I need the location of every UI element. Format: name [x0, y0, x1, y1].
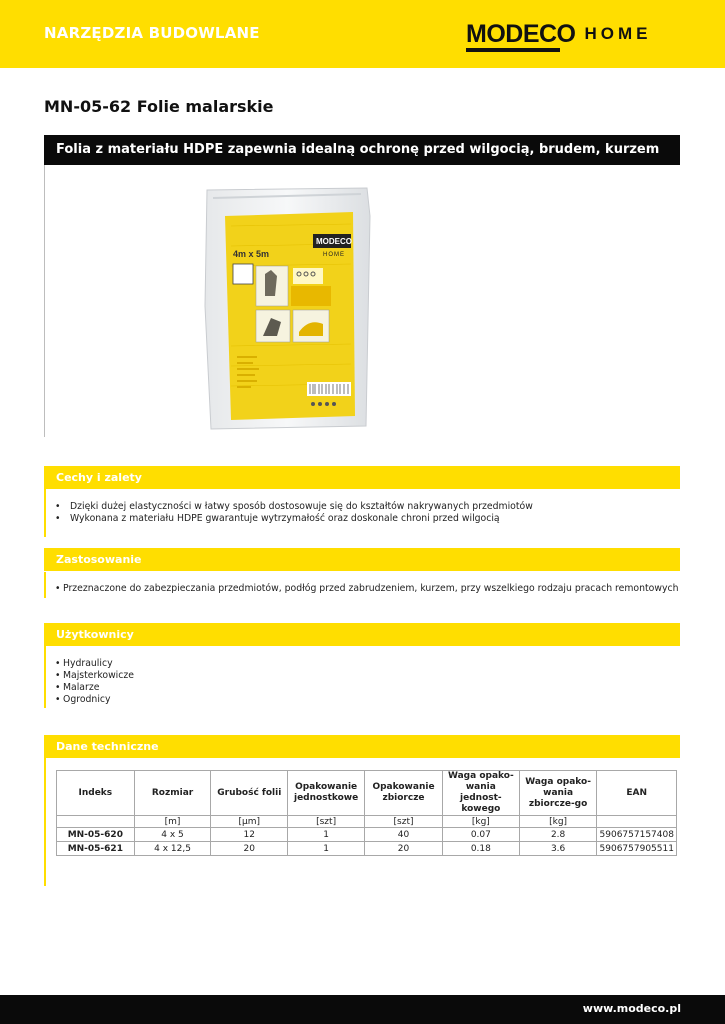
unit-cell: [kg]	[519, 816, 597, 828]
unit-cell: [m]	[134, 816, 211, 828]
left-rule-users	[44, 646, 46, 708]
footer-website-link[interactable]: www.modeco.pl	[582, 1002, 681, 1015]
unit-cell	[57, 816, 135, 828]
product-package-image	[203, 186, 373, 431]
bullet-icon: •	[55, 694, 61, 705]
section-usage-title: Zastosowanie	[56, 553, 142, 566]
usage-list	[55, 583, 678, 595]
col-header: Opakowanie zbiorcze	[365, 771, 443, 816]
section-features-title: Cechy i zalety	[56, 471, 142, 484]
table-cell: MN-05-620	[57, 828, 135, 842]
list-item	[55, 513, 533, 525]
table-cell: 1	[288, 842, 365, 856]
col-header: Waga opako-wania zbiorcze-go	[519, 771, 597, 816]
list-item	[55, 682, 134, 694]
table-cell: 0.18	[442, 842, 519, 856]
unit-cell: [μm]	[211, 816, 288, 828]
user-text: Hydraulicy	[63, 658, 113, 669]
list-item	[55, 658, 134, 670]
table-cell: 12	[211, 828, 288, 842]
features-list	[55, 501, 533, 525]
bullet-icon: •	[55, 658, 61, 669]
left-rule-tech	[44, 758, 46, 886]
footer-bar	[0, 995, 725, 1024]
col-header: Rozmiar	[134, 771, 211, 816]
usage-text: Przeznaczone do zabezpieczania przedmiotów, podłóg przed zabrudzeniem, kurzem, przy wszelkiego rodzaju pracach remontowych	[63, 583, 679, 594]
section-usage	[44, 548, 680, 571]
list-item	[55, 583, 678, 595]
col-header: Grubość folii	[211, 771, 288, 816]
table-row	[57, 828, 677, 842]
unit-cell: [szt]	[365, 816, 443, 828]
product-title: MN-05-62 Folie malarskie	[44, 97, 274, 116]
feature-text: Dzięki dużej elastyczności w łatwy sposób dostosowuje się do kształtów nakrywanych przedmiotów	[70, 501, 533, 512]
list-item	[55, 694, 134, 706]
brand-logo[interactable]	[466, 20, 652, 48]
left-rule-usage	[44, 572, 46, 598]
table-cell: 20	[211, 842, 288, 856]
feature-text: Wykonana z materiału HDPE gwarantuje wytrzymałość oraz doskonale chroni przed wilgocią	[70, 513, 500, 524]
table-units-row	[57, 816, 677, 828]
bullet-icon: •	[55, 682, 61, 693]
table-cell: 5906757905511	[597, 842, 677, 856]
table-cell: 40	[365, 828, 443, 842]
col-header: Indeks	[57, 771, 135, 816]
left-rule-image	[44, 165, 45, 437]
tech-table	[56, 770, 677, 856]
category-title: NARZĘDZIA BUDOWLANE	[44, 24, 260, 42]
user-text: Malarze	[63, 682, 100, 693]
product-tagline-banner	[44, 135, 680, 165]
table-cell: 3.6	[519, 842, 597, 856]
left-rule-features	[44, 489, 46, 537]
table-cell: 1	[288, 828, 365, 842]
table-header-row	[57, 771, 677, 816]
table-row	[57, 842, 677, 856]
col-header: Opakowanie jednostkowe	[288, 771, 365, 816]
product-tagline: Folia z materiału HDPE zapewnia idealną ochronę przed wilgocią, brudem, kurzem	[56, 142, 660, 157]
package-brand-home: HOME	[323, 252, 345, 258]
unit-cell: [kg]	[442, 816, 519, 828]
table-cell: 4 x 12,5	[134, 842, 211, 856]
header-bar	[0, 0, 725, 68]
bullet-icon: •	[55, 513, 61, 524]
table-cell: MN-05-621	[57, 842, 135, 856]
unit-cell: [szt]	[288, 816, 365, 828]
table-cell: 20	[365, 842, 443, 856]
list-item	[55, 501, 533, 513]
package-size: 4m x 5m	[233, 249, 270, 259]
section-tech	[44, 735, 680, 758]
table-cell: 2.8	[519, 828, 597, 842]
table-cell: 5906757157408	[597, 828, 677, 842]
section-tech-title: Dane techniczne	[56, 740, 159, 753]
col-header: Waga opako-wania jednost-kowego	[442, 771, 519, 816]
logo-wordmark: MODECO	[466, 20, 576, 48]
unit-cell	[597, 816, 677, 828]
table-cell: 4 x 5	[134, 828, 211, 842]
bullet-icon: •	[55, 583, 61, 594]
users-list	[55, 658, 134, 706]
list-item	[55, 670, 134, 682]
user-text: Ogrodnicy	[63, 694, 111, 705]
section-users-title: Użytkownicy	[56, 628, 134, 641]
user-text: Majsterkowicze	[63, 670, 134, 681]
logo-home-text: HOME	[584, 24, 652, 43]
section-users	[44, 623, 680, 646]
bullet-icon: •	[55, 670, 61, 681]
package-brand: MODECO	[316, 237, 352, 246]
bullet-icon: •	[55, 501, 61, 512]
col-header: EAN	[597, 771, 677, 816]
table-cell: 0.07	[442, 828, 519, 842]
section-features	[44, 466, 680, 489]
logo-underline	[466, 48, 560, 52]
